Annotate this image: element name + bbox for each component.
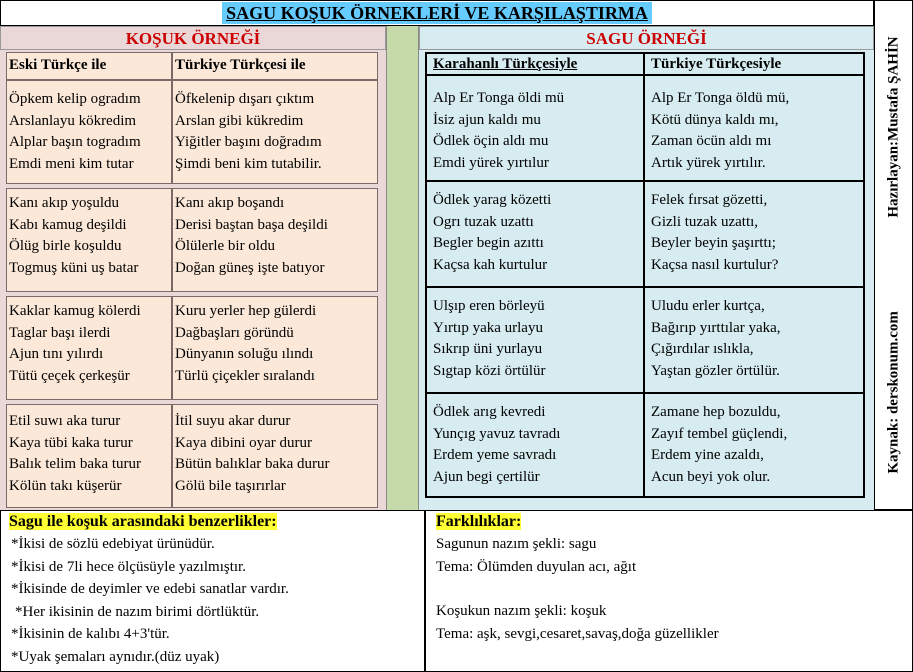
similarity-item: *İkisi de 7li hece ölçüsüyle yazılmıştır. (11, 558, 246, 575)
kosuk-new-stanza (172, 188, 378, 292)
verse-line: Beyler beyin şaşırttı; (651, 235, 776, 251)
kosuk-table (0, 50, 386, 510)
verse-line: Ajun begi çertilür (433, 468, 540, 485)
sagu-old-stanza (425, 392, 645, 498)
verse-line: Zamane hep bozuldu, (651, 404, 781, 420)
sagu-new-stanza (643, 286, 865, 394)
kosuk-col2-header: Türkiye Türkçesi ile (172, 52, 378, 80)
sagu-heading: SAGU ÖRNEĞİ (419, 26, 874, 50)
verse-line: İtil suyu akar durur (175, 413, 291, 429)
verse-line: Arslanlayu kökredim (9, 112, 137, 129)
sagu-new-stanza (643, 392, 865, 498)
kosuk-new-stanza (172, 80, 378, 184)
verse-line: Ogrı tuzak uzattı (433, 213, 534, 230)
sagu-table (419, 50, 874, 510)
kosuk-heading: KOŞUK ÖRNEĞİ (0, 26, 386, 50)
verse-line: Acun beyi yok olur. (651, 468, 771, 485)
kosuk-new-stanza (172, 296, 378, 400)
verse-line: Gizli tuzak uzattı, (651, 213, 759, 230)
verse-line: Kanı akıp boşandı (175, 195, 285, 211)
page-title-box (0, 0, 874, 26)
verse-line: Doğan güneş işte batıyor (175, 259, 325, 276)
verse-line: Ajun tını yılırdı (9, 346, 104, 362)
verse-line: Kaçsa kah kurtulur (433, 256, 548, 273)
verse-line: Dağbaşları göründü (175, 324, 294, 341)
similarities-panel (0, 510, 425, 672)
verse-line: Öfkelenip dışarı çıktım (175, 91, 315, 107)
verse-line: Tütü çeçek çerkeşür (9, 367, 130, 384)
kosuk-col1-header: Eski Türkçe ile (6, 52, 172, 80)
verse-line: Kaya dibini oyar durur (175, 434, 313, 451)
sagu-new-stanza (643, 74, 865, 182)
similarity-item: *Her ikisinin de nazım birimi dörtlüktür. (15, 603, 260, 620)
credits-sidebar (874, 0, 913, 510)
verse-line: Ulşıp eren börleyü (433, 298, 545, 314)
kosuk-old-stanza (6, 188, 172, 292)
verse-line: Ödlek yarag közetti (433, 192, 552, 208)
sagu-theme: Tema: Ölümden duyulan acı, ağıt (436, 558, 637, 575)
similarity-item: *İkisi de sözlü edebiyat ürünüdür. (11, 536, 215, 552)
credits-text (885, 36, 902, 473)
kosuk-old-stanza (6, 404, 172, 508)
verse-line: Derisi baştan başa deşildi (175, 216, 328, 233)
verse-line: Türlü çiçekler sıralandı (175, 367, 315, 384)
kosuk-old-stanza (6, 296, 172, 400)
verse-line: Kuru yerler hep gülerdi (175, 303, 317, 319)
verse-line: Ölüg birle koşuldu (9, 238, 122, 254)
verse-line: Emdi meni kim tutar (9, 155, 134, 172)
source-credit: Kaynak: derskonum.com (885, 311, 901, 474)
verse-line: Balık telim baka turur (9, 456, 142, 472)
verse-line: Erdem yine azaldı, (651, 447, 764, 463)
similarity-item: *İkisinde de deyimler ve edebi sanatlar vardır. (11, 581, 289, 597)
verse-line: Emdi yürek yırtılur (433, 154, 549, 171)
similarity-item: *Uyak şemaları aynıdır.(düz uyak) (11, 648, 220, 665)
verse-line: Bağırıp yırttılar yaka, (651, 319, 781, 336)
verse-line: Artık yürek yırtılır. (651, 154, 766, 171)
sagu-col2-header: Türkiye Türkçesiyle (643, 52, 865, 76)
verse-line: Kaklar kamug kölerdi (9, 303, 141, 319)
verse-line: Yunçıg yavuz tavradı (433, 425, 561, 442)
verse-line: Çığırdılar ıslıkla, (651, 341, 754, 357)
verse-line: Uludu erler kurtça, (651, 298, 765, 314)
differences-heading: Farklılıklar: (436, 513, 522, 530)
sagu-old-stanza (425, 74, 645, 182)
verse-line: Kölün takı küşerür (9, 477, 122, 494)
similarity-item: *İkisinin de kalıbı 4+3'tür. (11, 626, 170, 642)
verse-line: Felek fırsat gözetti, (651, 192, 768, 208)
sagu-form: Sagunun nazım şekli: sagu (436, 536, 597, 552)
verse-line: Gölü bile taşırırlar (175, 477, 286, 494)
verse-line: İsiz ajun kaldı mu (433, 111, 541, 128)
verse-line: Öpkem kelip ogradım (9, 91, 141, 107)
verse-line: Şimdi beni kim tutabilir. (175, 155, 322, 172)
verse-line: Begler begin azıttı (433, 235, 544, 251)
verse-line: Arslan gibi kükredim (175, 112, 304, 129)
verse-line: Zaman öcün aldı mı (651, 133, 772, 149)
verse-line: Taglar başı ilerdi (9, 324, 111, 341)
verse-line: Kabı kamug deşildi (9, 216, 127, 233)
verse-line: Alp Er Tonga öldü mü, (651, 90, 790, 106)
verse-line: Etil suwı aka turur (9, 413, 121, 429)
verse-line: Zayıf tembel güçlendi, (651, 425, 788, 442)
divider-column (386, 26, 419, 510)
verse-line: Kaçsa nasıl kurtulur? (651, 256, 779, 273)
page-title: SAGU KOŞUK ÖRNEKLERİ VE KARŞILAŞTIRMA (222, 2, 652, 24)
author-credit: Hazırlayan:Mustafa ŞAHİN (885, 36, 901, 218)
verse-line: Yırtıp yaka urlayu (433, 319, 543, 336)
sagu-col1-header: Karahanlı Türkçesiyle (425, 52, 645, 76)
differences-panel (425, 510, 913, 672)
verse-line: Kaya tübi kaka turur (9, 434, 133, 451)
kosuk-theme: Tema: aşk, sevgi,cesaret,savaş,doğa güzellikler (436, 625, 719, 642)
verse-line: Yiğitler başını doğradım (175, 134, 322, 150)
verse-line: Alp Er Tonga öldi mü (433, 90, 565, 106)
verse-line: Yaştan gözler örtülür. (651, 362, 780, 379)
kosuk-old-stanza (6, 80, 172, 184)
sagu-old-stanza (425, 180, 645, 288)
verse-line: Ödlek arıg kevredi (433, 404, 546, 420)
verse-line: Ölülerle bir oldu (175, 238, 275, 254)
verse-line: Sıgtap közi örtülür (433, 362, 546, 379)
verse-line: Kötü dünya kaldı mı, (651, 111, 779, 128)
kosuk-new-stanza (172, 404, 378, 508)
kosuk-form: Koşukun nazım şekli: koşuk (436, 603, 607, 619)
similarities-heading: Sagu ile koşuk arasındaki benzerlikler: (9, 513, 277, 530)
verse-line: Erdem yeme savradı (433, 447, 557, 463)
sagu-old-stanza (425, 286, 645, 394)
verse-line: Sıkrıp üni yurlayu (433, 341, 543, 357)
verse-line: Alplar başın togradım (9, 134, 141, 150)
verse-line: Ödlek öçin aldı mu (433, 133, 549, 149)
verse-line: Bütün balıklar baka durur (175, 456, 330, 472)
verse-line: Kanı akıp yoşuldu (9, 195, 119, 211)
verse-line: Togmuş küni uş batar (9, 259, 139, 276)
verse-line: Dünyanın soluğu ılındı (175, 346, 314, 362)
sagu-new-stanza (643, 180, 865, 288)
